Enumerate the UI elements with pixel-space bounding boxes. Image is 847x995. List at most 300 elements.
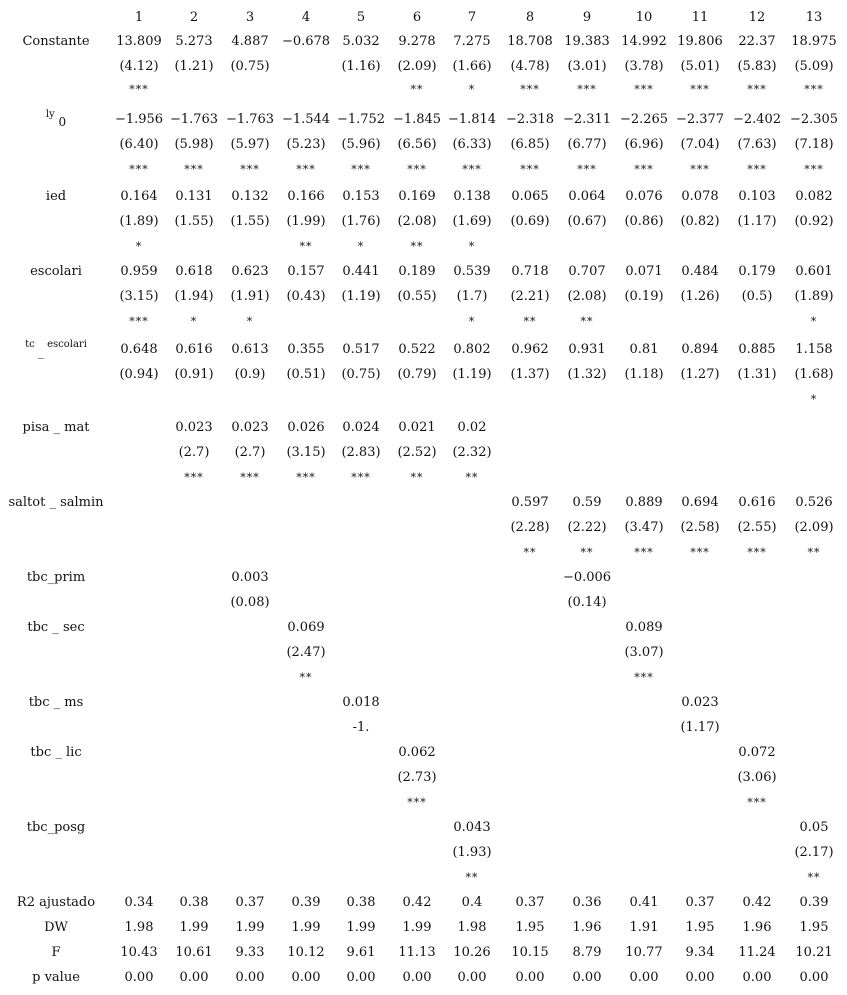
statistic-cell: 10.12 <box>287 945 325 960</box>
t-stat-cell: (7.18) <box>794 137 834 152</box>
row-label-tc-escolari <box>0 337 112 363</box>
coefficient-cell: −1.845 <box>392 112 442 127</box>
coefficient-cell: 0.003 <box>231 570 269 585</box>
t-stat-cell: (2.28) <box>510 520 550 535</box>
row-label-tbc-posg <box>0 815 112 840</box>
statistic-cell: 0.00 <box>402 970 432 985</box>
column-header: 4 <box>301 10 311 25</box>
statistic-cell: 1.99 <box>402 920 432 935</box>
t-stat-cell: (5.98) <box>174 137 214 152</box>
coefficient-cell: 0.526 <box>795 495 833 510</box>
statistic-cell: 0.42 <box>402 895 432 910</box>
significance-stars-cell: *** <box>747 796 767 809</box>
statistic-cell: 1.99 <box>291 920 321 935</box>
t-stat-cell: (1.89) <box>794 289 834 304</box>
significance-stars-cell: *** <box>296 471 316 484</box>
statistic-cell: 0.00 <box>742 970 772 985</box>
significance-stars-cell: *** <box>407 163 427 176</box>
coefficient-cell: 0.132 <box>231 189 269 204</box>
statistic-cell: 0.00 <box>235 970 265 985</box>
t-stat-cell: (0.82) <box>680 214 720 229</box>
ied-coef-row <box>0 184 847 209</box>
t-stat-cell: (0.9) <box>234 367 266 382</box>
coefficient-cell: 19.383 <box>564 34 610 49</box>
coefficient-cell: 18.708 <box>507 34 553 49</box>
t-stat-cell: (7.63) <box>737 137 777 152</box>
statistic-cell: 0.37 <box>685 895 715 910</box>
t-stat-cell: (2.58) <box>680 520 720 535</box>
t-stat-cell: (0.43) <box>286 289 326 304</box>
row-label-ied <box>0 184 112 209</box>
significance-stars-cell: *** <box>747 163 767 176</box>
coefficient-cell: 0.021 <box>398 420 436 435</box>
row-label-part: 0 <box>54 115 67 129</box>
significance-stars-cell: *** <box>690 163 710 176</box>
row-label-tbc-ms <box>0 690 112 715</box>
statistic-cell: 0.00 <box>629 970 659 985</box>
significance-stars-cell: *** <box>351 471 371 484</box>
coefficient-cell: −1.814 <box>447 112 497 127</box>
significance-stars-cell: *** <box>184 471 204 484</box>
coefficient-cell: 0.484 <box>681 264 719 279</box>
significance-stars-cell: * <box>357 240 365 253</box>
coefficient-cell: −0.678 <box>281 34 331 49</box>
coefficient-cell: 0.931 <box>568 342 606 357</box>
significance-stars-cell: *** <box>690 546 710 559</box>
statistic-cell: 0.00 <box>457 970 487 985</box>
t-stat-cell: (1.27) <box>680 367 720 382</box>
coefficient-cell: 0.802 <box>453 342 491 357</box>
t-stat-cell: (6.56) <box>397 137 437 152</box>
coefficient-cell: 0.522 <box>398 342 436 357</box>
statistic-cell: 0.37 <box>235 895 265 910</box>
significance-stars-cell: *** <box>462 163 482 176</box>
coefficient-cell: 0.064 <box>568 189 606 204</box>
coefficient-cell: 18.975 <box>791 34 837 49</box>
significance-stars-cell: ** <box>410 240 424 253</box>
t-stat-cell: (1.94) <box>174 289 214 304</box>
coefficient-cell: 5.032 <box>342 34 380 49</box>
coefficient-cell: 0.189 <box>398 264 436 279</box>
constante-se-row <box>0 54 847 79</box>
coefficient-cell: 19.806 <box>677 34 723 49</box>
coefficient-cell: −1.956 <box>114 112 164 127</box>
statistic-cell: 1.99 <box>179 920 209 935</box>
constante-stars-row <box>0 77 847 102</box>
significance-stars-cell: ** <box>465 871 479 884</box>
significance-stars-cell: ** <box>299 240 313 253</box>
significance-stars-cell: *** <box>129 83 149 96</box>
row-label-part: escolari <box>43 339 87 350</box>
ied-stars-row <box>0 234 847 259</box>
t-stat-cell: (0.91) <box>174 367 214 382</box>
t-stat-cell: (1.76) <box>341 214 381 229</box>
pisa-mat-coef-row <box>0 415 847 440</box>
coefficient-cell: 0.076 <box>625 189 663 204</box>
coefficient-cell: −1.752 <box>336 112 386 127</box>
coefficient-cell: 0.613 <box>231 342 269 357</box>
significance-stars-cell: * <box>190 315 198 328</box>
tbc-posg-stars-row <box>0 865 847 890</box>
statistic-cell: 0.38 <box>346 895 376 910</box>
significance-stars-cell: ** <box>523 315 537 328</box>
t-stat-cell: (3.78) <box>624 59 664 74</box>
t-stat-cell: (0.79) <box>397 367 437 382</box>
coefficient-cell: 9.278 <box>398 34 436 49</box>
row-label-part: tbc _ lic <box>30 745 82 760</box>
t-stat-cell: (2.08) <box>397 214 437 229</box>
significance-stars-cell: *** <box>129 163 149 176</box>
row-label-tbc-lic <box>0 740 112 765</box>
significance-stars-cell: ** <box>580 315 594 328</box>
t-stat-cell: (6.96) <box>624 137 664 152</box>
statistic-cell: 0.4 <box>461 895 483 910</box>
coefficient-cell: −1.763 <box>169 112 219 127</box>
statistic-cell: 10.77 <box>625 945 663 960</box>
column-header: 3 <box>245 10 255 25</box>
column-header: 11 <box>691 10 709 25</box>
t-stat-cell: (1.93) <box>452 845 492 860</box>
significance-stars-cell: *** <box>634 83 654 96</box>
significance-stars-cell: *** <box>747 546 767 559</box>
statistic-cell: 0.38 <box>179 895 209 910</box>
tbc-sec-coef-row <box>0 615 847 640</box>
coefficient-cell: 0.089 <box>625 620 663 635</box>
coefficient-cell: 0.616 <box>175 342 213 357</box>
t-stat-cell: (1.18) <box>624 367 664 382</box>
statistic-cell: 9.34 <box>685 945 715 960</box>
row-label-constante <box>0 29 112 54</box>
significance-stars-cell: * <box>468 83 476 96</box>
t-stat-cell: (3.07) <box>624 645 664 660</box>
significance-stars-cell: *** <box>520 163 540 176</box>
row-label-part: _ <box>37 345 44 359</box>
tbc-posg-coef-row <box>0 815 847 840</box>
tc-escolari-coef-row <box>0 337 847 362</box>
coefficient-cell: 0.05 <box>799 820 829 835</box>
coefficient-cell: 1.158 <box>795 342 833 357</box>
statistic-cell: 1.96 <box>572 920 602 935</box>
t-stat-cell: (3.01) <box>567 59 607 74</box>
significance-stars-cell: *** <box>690 83 710 96</box>
coefficient-cell: 0.103 <box>738 189 776 204</box>
t-stat-cell: (1.55) <box>230 214 270 229</box>
row-label-part: Constante <box>22 34 90 49</box>
t-stat-cell: (2.21) <box>510 289 550 304</box>
column-header-row <box>0 5 847 30</box>
coefficient-cell: 0.648 <box>120 342 158 357</box>
significance-stars-cell: *** <box>634 163 654 176</box>
t-stat-cell: (1.26) <box>680 289 720 304</box>
t-stat-cell: (1.91) <box>230 289 270 304</box>
f-stat-stat-row <box>0 940 847 965</box>
coefficient-cell: 0.018 <box>342 695 380 710</box>
coefficient-cell: 0.169 <box>398 189 436 204</box>
coefficient-cell: 0.166 <box>287 189 325 204</box>
coefficient-cell: 0.164 <box>120 189 158 204</box>
statistic-cell: 10.21 <box>795 945 833 960</box>
t-stat-cell: (1.89) <box>119 214 159 229</box>
coefficient-cell: 0.59 <box>572 495 602 510</box>
coefficient-cell: 0.597 <box>511 495 549 510</box>
t-stat-cell: (0.14) <box>567 595 607 610</box>
t-stat-cell: (5.23) <box>286 137 326 152</box>
tbc-prim-coef-row <box>0 565 847 590</box>
t-stat-cell: (1.7) <box>456 289 488 304</box>
coefficient-cell: 0.071 <box>625 264 663 279</box>
p-value-stat-row <box>0 965 847 990</box>
t-stat-cell: (5.09) <box>794 59 834 74</box>
significance-stars-cell: * <box>135 240 143 253</box>
t-stat-cell: (0.75) <box>341 367 381 382</box>
escolari-se-row <box>0 284 847 309</box>
t-stat-cell: (2.22) <box>567 520 607 535</box>
coefficient-cell: −2.265 <box>619 112 669 127</box>
coefficient-cell: 0.072 <box>738 745 776 760</box>
statistic-cell: 1.99 <box>235 920 265 935</box>
row-label-r2-ajustado <box>0 890 112 915</box>
coefficient-cell: 0.026 <box>287 420 325 435</box>
significance-stars-cell: ** <box>580 546 594 559</box>
t-stat-cell: (1.55) <box>174 214 214 229</box>
coefficient-cell: −2.311 <box>562 112 612 127</box>
ied-se-row <box>0 209 847 234</box>
column-header: 7 <box>467 10 477 25</box>
row-label-saltot-salmin <box>0 490 112 515</box>
coefficient-cell: 0.718 <box>511 264 549 279</box>
tbc-ms-se-row <box>0 715 847 740</box>
row-label-part: ly <box>45 109 55 120</box>
t-stat-cell: (7.04) <box>680 137 720 152</box>
t-stat-cell: (1.16) <box>341 59 381 74</box>
significance-stars-cell: *** <box>634 546 654 559</box>
coefficient-cell: 0.81 <box>629 342 659 357</box>
row-label-part: ied <box>45 189 67 204</box>
t-stat-cell: (1.31) <box>737 367 777 382</box>
t-stat-cell: (2.83) <box>341 445 381 460</box>
t-stat-cell: (5.83) <box>737 59 777 74</box>
significance-stars-cell: ** <box>465 471 479 484</box>
t-stat-cell: (1.69) <box>452 214 492 229</box>
column-header: 2 <box>189 10 199 25</box>
statistic-cell: 0.00 <box>179 970 209 985</box>
t-stat-cell: (0.08) <box>230 595 270 610</box>
t-stat-cell: (0.67) <box>567 214 607 229</box>
coefficient-cell: 4.887 <box>231 34 269 49</box>
statistic-cell: 0.00 <box>346 970 376 985</box>
tbc-lic-coef-row <box>0 740 847 765</box>
statistic-cell: 1.91 <box>629 920 659 935</box>
t-stat-cell: (1.99) <box>286 214 326 229</box>
coefficient-cell: 0.043 <box>453 820 491 835</box>
tbc-sec-stars-row <box>0 665 847 690</box>
t-stat-cell: (2.32) <box>452 445 492 460</box>
statistic-cell: 10.26 <box>453 945 491 960</box>
t-stat-cell: (6.85) <box>510 137 550 152</box>
significance-stars-cell: * <box>468 315 476 328</box>
t-stat-cell: (1.17) <box>737 214 777 229</box>
significance-stars-cell: *** <box>634 671 654 684</box>
t-stat-cell: (2.09) <box>397 59 437 74</box>
statistic-cell: 9.33 <box>235 945 265 960</box>
t-stat-cell: (0.55) <box>397 289 437 304</box>
statistic-cell: 0.39 <box>799 895 829 910</box>
t-stat-cell: (0.19) <box>624 289 664 304</box>
statistic-cell: 1.98 <box>457 920 487 935</box>
constante-coef-row <box>0 29 847 54</box>
row-label-escolari <box>0 259 112 284</box>
tbc-prim-se-row <box>0 590 847 615</box>
row-label-f-stat <box>0 940 112 965</box>
pisa-mat-se-row <box>0 440 847 465</box>
row-label-part: tc <box>25 339 38 350</box>
row-label-part: tbc _ ms <box>28 695 84 710</box>
coefficient-cell: 0.885 <box>738 342 776 357</box>
coefficient-cell: 0.023 <box>175 420 213 435</box>
t-stat-cell: (5.97) <box>230 137 270 152</box>
row-label-part: tbc _ sec <box>27 620 85 635</box>
t-stat-cell: (2.47) <box>286 645 326 660</box>
row-label-part: pisa _ mat <box>22 420 90 435</box>
significance-stars-cell: ** <box>299 671 313 684</box>
significance-stars-cell: *** <box>129 315 149 328</box>
statistic-cell: 0.34 <box>124 895 154 910</box>
coefficient-cell: 0.078 <box>681 189 719 204</box>
row-label-ly0 <box>0 107 112 133</box>
statistic-cell: 1.99 <box>346 920 376 935</box>
t-stat-cell: (6.77) <box>567 137 607 152</box>
significance-stars-cell: ** <box>523 546 537 559</box>
significance-stars-cell: *** <box>520 83 540 96</box>
saltot-salmin-se-row <box>0 515 847 540</box>
escolari-coef-row <box>0 259 847 284</box>
coefficient-cell: 0.062 <box>398 745 436 760</box>
coefficient-cell: 0.618 <box>175 264 213 279</box>
coefficient-cell: −1.544 <box>281 112 331 127</box>
coefficient-cell: 0.517 <box>342 342 380 357</box>
statistic-cell: 0.00 <box>124 970 154 985</box>
t-stat-cell: (4.78) <box>510 59 550 74</box>
column-header: 10 <box>635 10 653 25</box>
statistic-cell: 0.00 <box>799 970 829 985</box>
statistic-cell: 9.61 <box>346 945 376 960</box>
t-stat-cell: (0.51) <box>286 367 326 382</box>
statistic-cell: 0.41 <box>629 895 659 910</box>
t-stat-cell: (3.06) <box>737 770 777 785</box>
t-stat-cell: (2.7) <box>178 445 210 460</box>
t-stat-cell: (0.69) <box>510 214 550 229</box>
coefficient-cell: 5.273 <box>175 34 213 49</box>
coefficient-cell: 0.153 <box>342 189 380 204</box>
t-stat-cell: (4.12) <box>119 59 159 74</box>
ly0-coef-row <box>0 107 847 132</box>
coefficient-cell: 0.601 <box>795 264 833 279</box>
tbc-ms-coef-row <box>0 690 847 715</box>
t-stat-cell: (1.66) <box>452 59 492 74</box>
coefficient-cell: 0.131 <box>175 189 213 204</box>
t-stat-cell: (0.75) <box>230 59 270 74</box>
t-stat-cell: (1.19) <box>341 289 381 304</box>
t-stat-cell: (3.15) <box>119 289 159 304</box>
statistic-cell: 1.98 <box>124 920 154 935</box>
coefficient-cell: 7.275 <box>453 34 491 49</box>
tc-escolari-stars-row <box>0 387 847 412</box>
statistic-cell: 0.00 <box>291 970 321 985</box>
significance-stars-cell: *** <box>747 83 767 96</box>
t-stat-cell: (1.32) <box>567 367 607 382</box>
row-label-part: DW <box>44 920 68 935</box>
t-stat-cell: (2.55) <box>737 520 777 535</box>
coefficient-cell: 0.707 <box>568 264 606 279</box>
row-label-part: tbc_posg <box>26 820 86 835</box>
t-stat-cell: (2.73) <box>397 770 437 785</box>
significance-stars-cell: *** <box>351 163 371 176</box>
t-stat-cell: (1.17) <box>680 720 720 735</box>
coefficient-cell: 0.441 <box>342 264 380 279</box>
coefficient-cell: 0.623 <box>231 264 269 279</box>
column-header: 1 <box>134 10 144 25</box>
t-stat-cell: (2.52) <box>397 445 437 460</box>
row-label-part: tbc_prim <box>26 570 86 585</box>
statistic-cell: 10.61 <box>175 945 213 960</box>
statistic-cell: 11.24 <box>738 945 776 960</box>
coefficient-cell: −2.318 <box>505 112 555 127</box>
coefficient-cell: 0.355 <box>287 342 325 357</box>
significance-stars-cell: * <box>810 393 818 406</box>
coefficient-cell: 0.065 <box>511 189 549 204</box>
t-stat-cell: (3.15) <box>286 445 326 460</box>
tbc-sec-se-row <box>0 640 847 665</box>
significance-stars-cell: *** <box>804 163 824 176</box>
ly0-se-row <box>0 132 847 157</box>
tbc-posg-se-row <box>0 840 847 865</box>
coefficient-cell: 0.894 <box>681 342 719 357</box>
coefficient-cell: 0.616 <box>738 495 776 510</box>
statistic-cell: 0.42 <box>742 895 772 910</box>
coefficient-cell: 0.082 <box>795 189 833 204</box>
t-stat-cell: (1.19) <box>452 367 492 382</box>
row-label-dw <box>0 915 112 940</box>
coefficient-cell: 22.37 <box>738 34 776 49</box>
coefficient-cell: 0.023 <box>231 420 269 435</box>
coefficient-cell: 0.157 <box>287 264 325 279</box>
statistic-cell: 1.96 <box>742 920 772 935</box>
t-stat-cell: (1.68) <box>794 367 834 382</box>
tbc-lic-se-row <box>0 765 847 790</box>
ly0-stars-row <box>0 157 847 182</box>
significance-stars-cell: *** <box>577 163 597 176</box>
coefficient-cell: −2.377 <box>675 112 725 127</box>
statistic-cell: 8.79 <box>572 945 602 960</box>
column-header: 13 <box>805 10 823 25</box>
statistic-cell: 0.39 <box>291 895 321 910</box>
tbc-lic-stars-row <box>0 790 847 815</box>
coefficient-cell: 0.023 <box>681 695 719 710</box>
coefficient-cell: 0.694 <box>681 495 719 510</box>
coefficient-cell: 0.539 <box>453 264 491 279</box>
t-stat-cell: (2.17) <box>794 845 834 860</box>
significance-stars-cell: * <box>246 315 254 328</box>
coefficient-cell: 0.02 <box>457 420 487 435</box>
statistic-cell: 1.95 <box>799 920 829 935</box>
row-label-p-value <box>0 965 112 990</box>
statistic-cell: 11.13 <box>398 945 436 960</box>
dw-stat-row <box>0 915 847 940</box>
t-stat-cell: (3.47) <box>624 520 664 535</box>
significance-stars-cell: * <box>810 315 818 328</box>
row-label-tbc-sec <box>0 615 112 640</box>
coefficient-cell: −1.763 <box>225 112 275 127</box>
